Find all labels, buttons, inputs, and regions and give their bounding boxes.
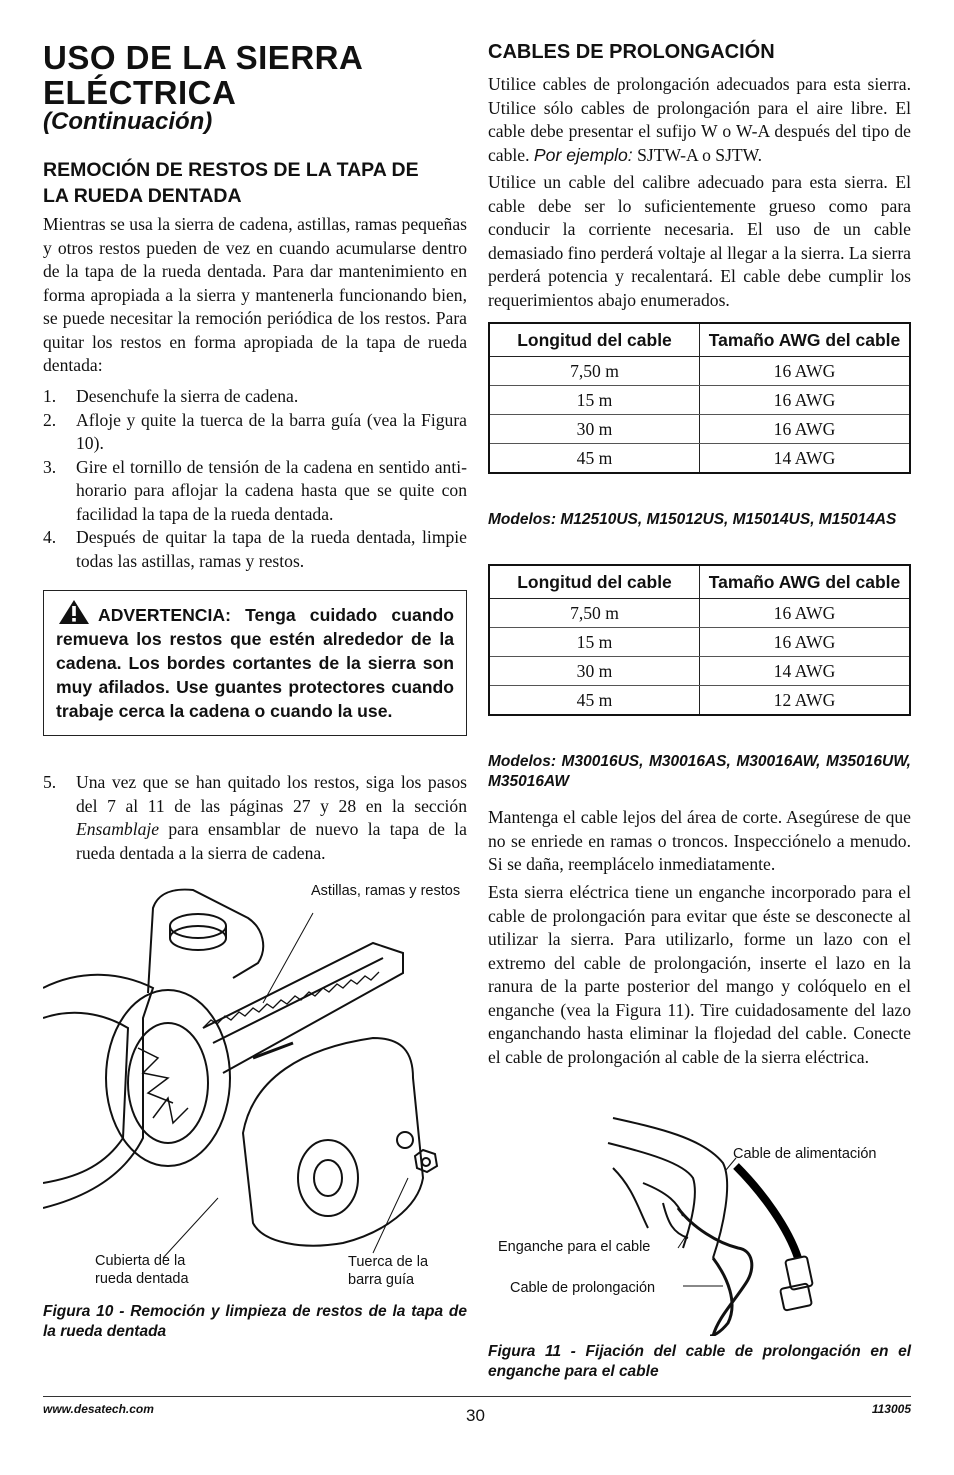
figure-11 xyxy=(488,1108,911,1336)
debris-steps xyxy=(43,385,467,573)
figure-10 xyxy=(43,878,467,1298)
label-extension-cord: Cable de prolongación xyxy=(510,1280,656,1296)
page-subtitle: (Continuación) xyxy=(43,108,213,135)
label-sprocket-cover: Cubierta de la rueda dentada xyxy=(95,1253,189,1287)
figure-10-caption: Figura 10 - Remoción y limpieza de restos de la tapa de la rueda dentada xyxy=(43,1303,467,1340)
list-item: 4. Después de quitar la tapa de la rueda dentada, limpie todas las astillas, ramas y restos. xyxy=(43,527,467,571)
label-debris: Astillas, ramas y restos xyxy=(311,883,461,899)
cables-intro-2: Utilice un cable del calibre adecuado para esta sierra. El cable debe ser lo suficientemente grueso como para conducir la corriente necesaria. El uso de un cable demasiado fino perderá voltaje al llegar a la sierra. La sierra perderá potencia y recalentará. El cable debe cumplir los requerimientos abajo enumerados. xyxy=(488,172,911,310)
table-row: 15 m 16 AWG xyxy=(489,386,910,415)
table-row: 45 m 14 AWG xyxy=(489,444,910,474)
cables-intro: Utilice cables de prolongación adecuados para esta sierra. Utilice sólo cables de prolongación para el aire libre. El cable debe presentar el sufijo W o W-A después del tipo de cable. Por ejemplo: SJTW-A o SJTW. xyxy=(488,74,911,165)
section-heading-debris: REMOCIÓN DE RESTOS DE LA TAPA DE LA RUEDA DENTADA xyxy=(43,159,419,207)
table-header-length: Longitud del cable xyxy=(489,323,700,357)
table-header-awg: Tamaño AWG del cable xyxy=(700,323,911,357)
footer-divider xyxy=(43,1396,911,1397)
table-row: 15 m 16 AWG xyxy=(489,628,910,657)
warning-box xyxy=(43,590,467,736)
cables-para-1: Mantenga el cable lejos del área de corte. Asegúrese de que no se enriede en ramas o troncos. Inspecciónelo a menudo. Si se daña, reemplácelo inmediatamente. xyxy=(488,807,911,874)
table-2-models: Modelos: M30016US, M30016AS, M30016AW, M35016UW, M35016AW xyxy=(488,753,911,790)
table-row: 30 m 14 AWG xyxy=(489,657,910,686)
section-heading-cables: CABLES DE PROLONGACIÓN xyxy=(488,41,775,63)
table-row: 45 m 12 AWG xyxy=(489,686,910,716)
table-row: 7,50 m 16 AWG xyxy=(489,357,910,386)
debris-intro: Mientras se usa la sierra de cadena, astillas, ramas pequeñas y otros restos pueden de vez en cuando acumularse dentro de la tapa de la rueda dentada. Para dar mantenimiento en forma apropiada a la sierra y mantenerla funcionando bien, se puede necesitar la remoción periódica de los restos. Para quitar los restos en forma apropiada de la tapa de rueda dentada: xyxy=(43,214,467,375)
list-item: 3. Gire el tornillo de tensión de la cadena en sentido anti-horario para aflojar la cadena hasta que se quite con facilidad la tapa de la rueda dentada. xyxy=(43,456,467,524)
table-header-length: Longitud del cable xyxy=(489,565,700,599)
cord-hook-illustration xyxy=(488,1108,911,1336)
cable-table-1 xyxy=(488,322,911,474)
label-power-cord: Cable de alimentación xyxy=(733,1146,877,1162)
label-cord-hook: Enganche para el cable xyxy=(498,1239,651,1255)
table-row: 7,50 m 16 AWG xyxy=(489,599,910,628)
chainsaw-sprocket-illustration xyxy=(43,878,467,1298)
footer-code: 113005 xyxy=(871,1402,911,1416)
label-guide-bar-nut: Tuerca de la barra guía xyxy=(348,1254,429,1288)
footer-website: www.desatech.com xyxy=(43,1402,154,1416)
list-item: 1. Desenchufe la sierra de cadena. xyxy=(43,386,299,406)
figure-11-caption: Figura 11 - Fijación del cable de prolongación en el enganche para el cable xyxy=(488,1343,911,1380)
debris-step-5 xyxy=(43,771,467,865)
list-item: 5. Una vez que se han quitado los restos, siga los pasos del 7 al 11 de las páginas 27 y 28 en la sección Ensamblaje para ensamblar de nuevo la tapa de la rueda dentada a la sierra de cadena. xyxy=(43,772,467,863)
warning-text: ADVERTENCIA: Tenga cuidado cuando remueva los restos que estén alrededor de la cadena. Los bordes cortantes de la sierra son muy afilados. Use guantes protectores cuando trabaje cerca la cadena o cuando la use. xyxy=(56,605,454,721)
page-number: 30 xyxy=(466,1406,485,1425)
table-row: 30 m 16 AWG xyxy=(489,415,910,444)
warning-triangle-icon xyxy=(58,599,90,625)
page-title: USO DE LA SIERRA ELÉCTRICA xyxy=(43,39,363,111)
cable-table-2 xyxy=(488,564,911,716)
table-1-models: Modelos: M12510US, M15012US, M15014US, M15014AS xyxy=(488,511,897,528)
table-header-awg: Tamaño AWG del cable xyxy=(700,565,911,599)
list-item: 2. Afloje y quite la tuerca de la barra guía (vea la Figura 10). xyxy=(43,409,467,453)
cables-para-2: Esta sierra eléctrica tiene un enganche incorporado para el cable de prolongación para evitar que éste se desconecte al utilizar la sierra. Para utilizarlo, forme un lazo con el extremo del cable de prolongación, inserte el lazo en la ranura de la parte posterior del mango y colóquelo en el enganche (vea la Figura 11). Tire cuidadosamente del lazo enganchando hasta eliminar la flojedad del cable. Conecte el cable de prolongación al cable de la sierra eléctrica. xyxy=(488,882,911,1067)
